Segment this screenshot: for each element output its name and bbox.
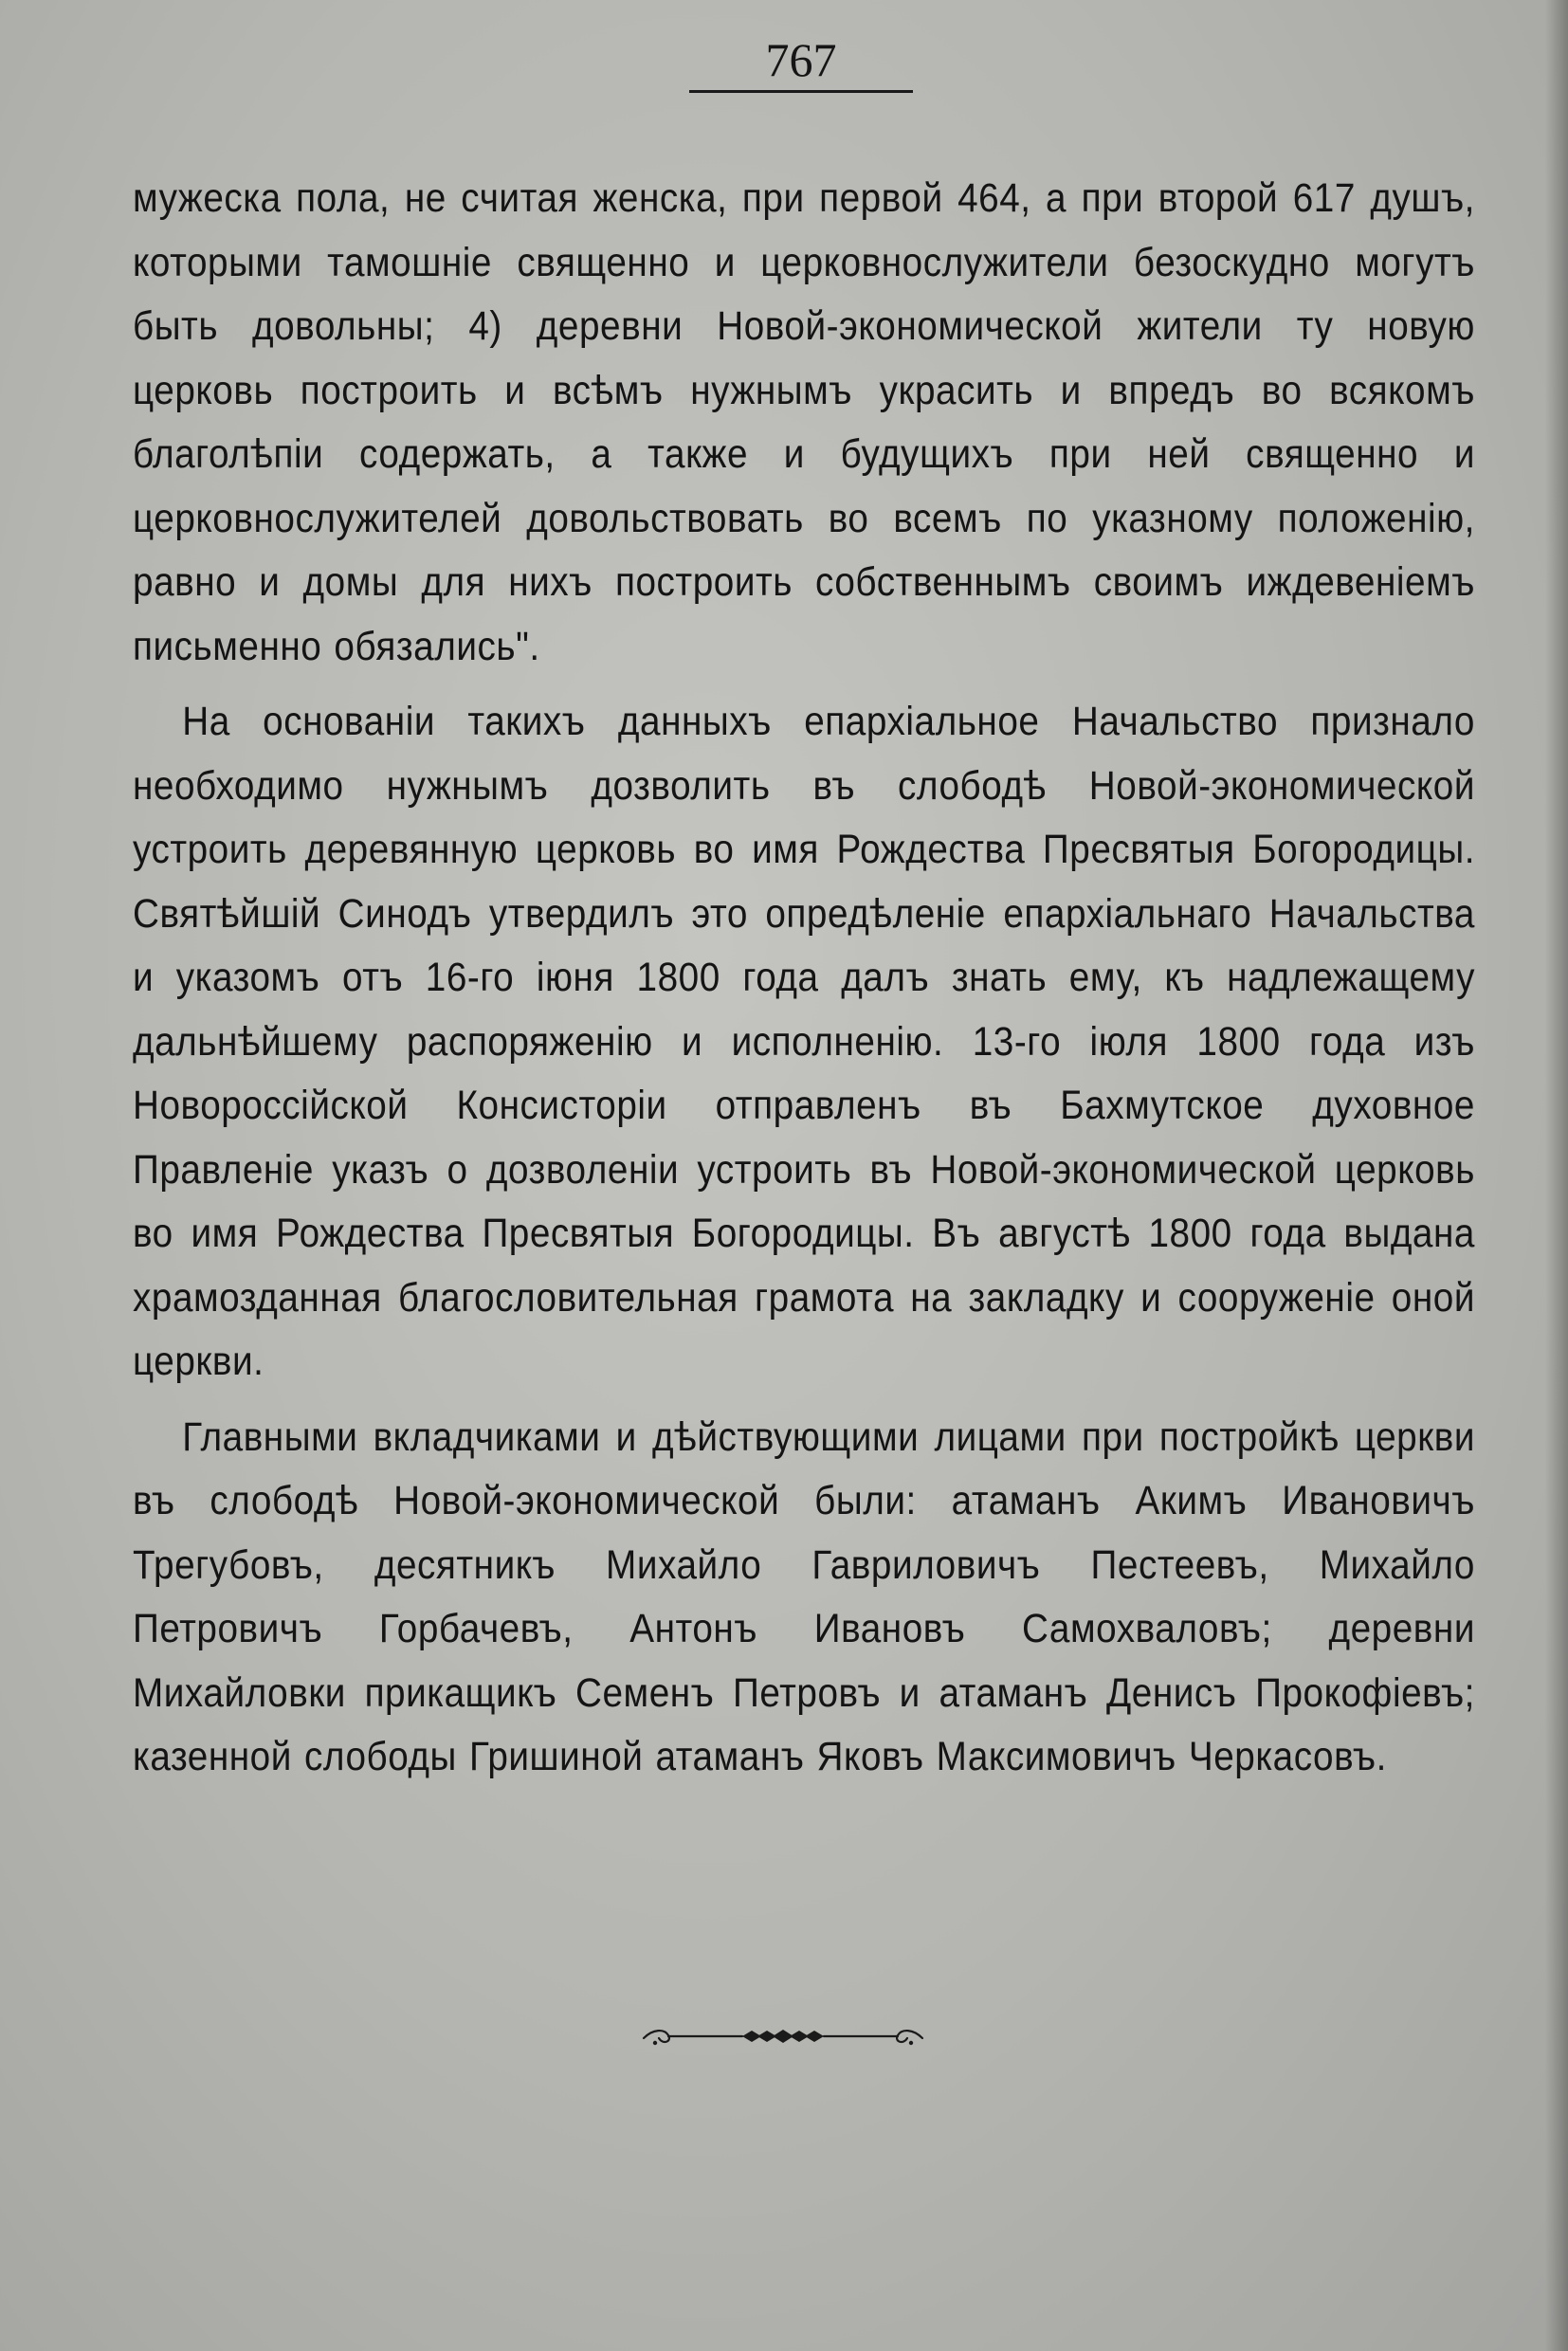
decorative-flourish-icon	[638, 2022, 928, 2050]
paragraph-gap	[133, 679, 1475, 690]
body-text	[133, 167, 1475, 1790]
paragraph-gap	[133, 1394, 1475, 1406]
paragraph-church-permission: На основаніи такихъ данныхъ епархіальное Начальство признало необходимо нужнымъ дозволить въ слободѣ Новой-экономической устроить деревянную церковь во имя Рождества Пресвятыя Богородицы. Святѣйшій Синодъ утвердилъ это опредѣленіе епархіальнаго Начальства и указомъ отъ 16-го іюня 1800 года далъ знать ему, къ надлежащему дальнѣйшему распоряженію и исполненію. 13-го іюля 1800 года изъ Новороссійской Консисторіи отправленъ въ Бахмутское духовное Правленіе указъ о дозволеніи устроить въ Новой-экономической церковь во имя Рождества Пресвятыя Богородицы. Въ августѣ 1800 года выдана храмозданная благословительная грамота на закладку и сооруженіе оной церкви.	[133, 699, 1475, 1384]
page-number: 767	[765, 33, 837, 86]
page-number-rule	[689, 90, 913, 93]
paragraph-continuation: мужеска пола, не считая женска, при первой 464, а при второй 617 душъ, которыми тамошніе священно и церковнослужители безоскудно могутъ быть довольны; 4) деревни Новой-экономической жители ту новую церковь построить и всѣмъ нужнымъ украсить и впредъ во всякомъ благолѣпіи содержать, а также и будущихъ при ней священно и церковнослужителей довольствовать во всемъ по указному положенію, равно и домы для нихъ построить собственнымъ своимъ иждевеніемъ письменно обязались".	[133, 175, 1475, 669]
paragraph-contributors: Главными вкладчиками и дѣйствующими лицами при постройкѣ церкви въ слободѣ Новой-экономической были: атаманъ Акимъ Ивановичъ Трегубовъ, десятникъ Михайло Гавриловичъ Пестеевъ, Михайло Петровичъ Горбачевъ, Антонъ Ивановъ Самохваловъ; деревни Михайловки прикащикъ Семенъ Петровъ и атаманъ Денисъ Прокофіевъ; казенной слободы Гришиной атаманъ Яковъ Максимовичъ Черкасовъ.	[133, 1413, 1475, 1779]
